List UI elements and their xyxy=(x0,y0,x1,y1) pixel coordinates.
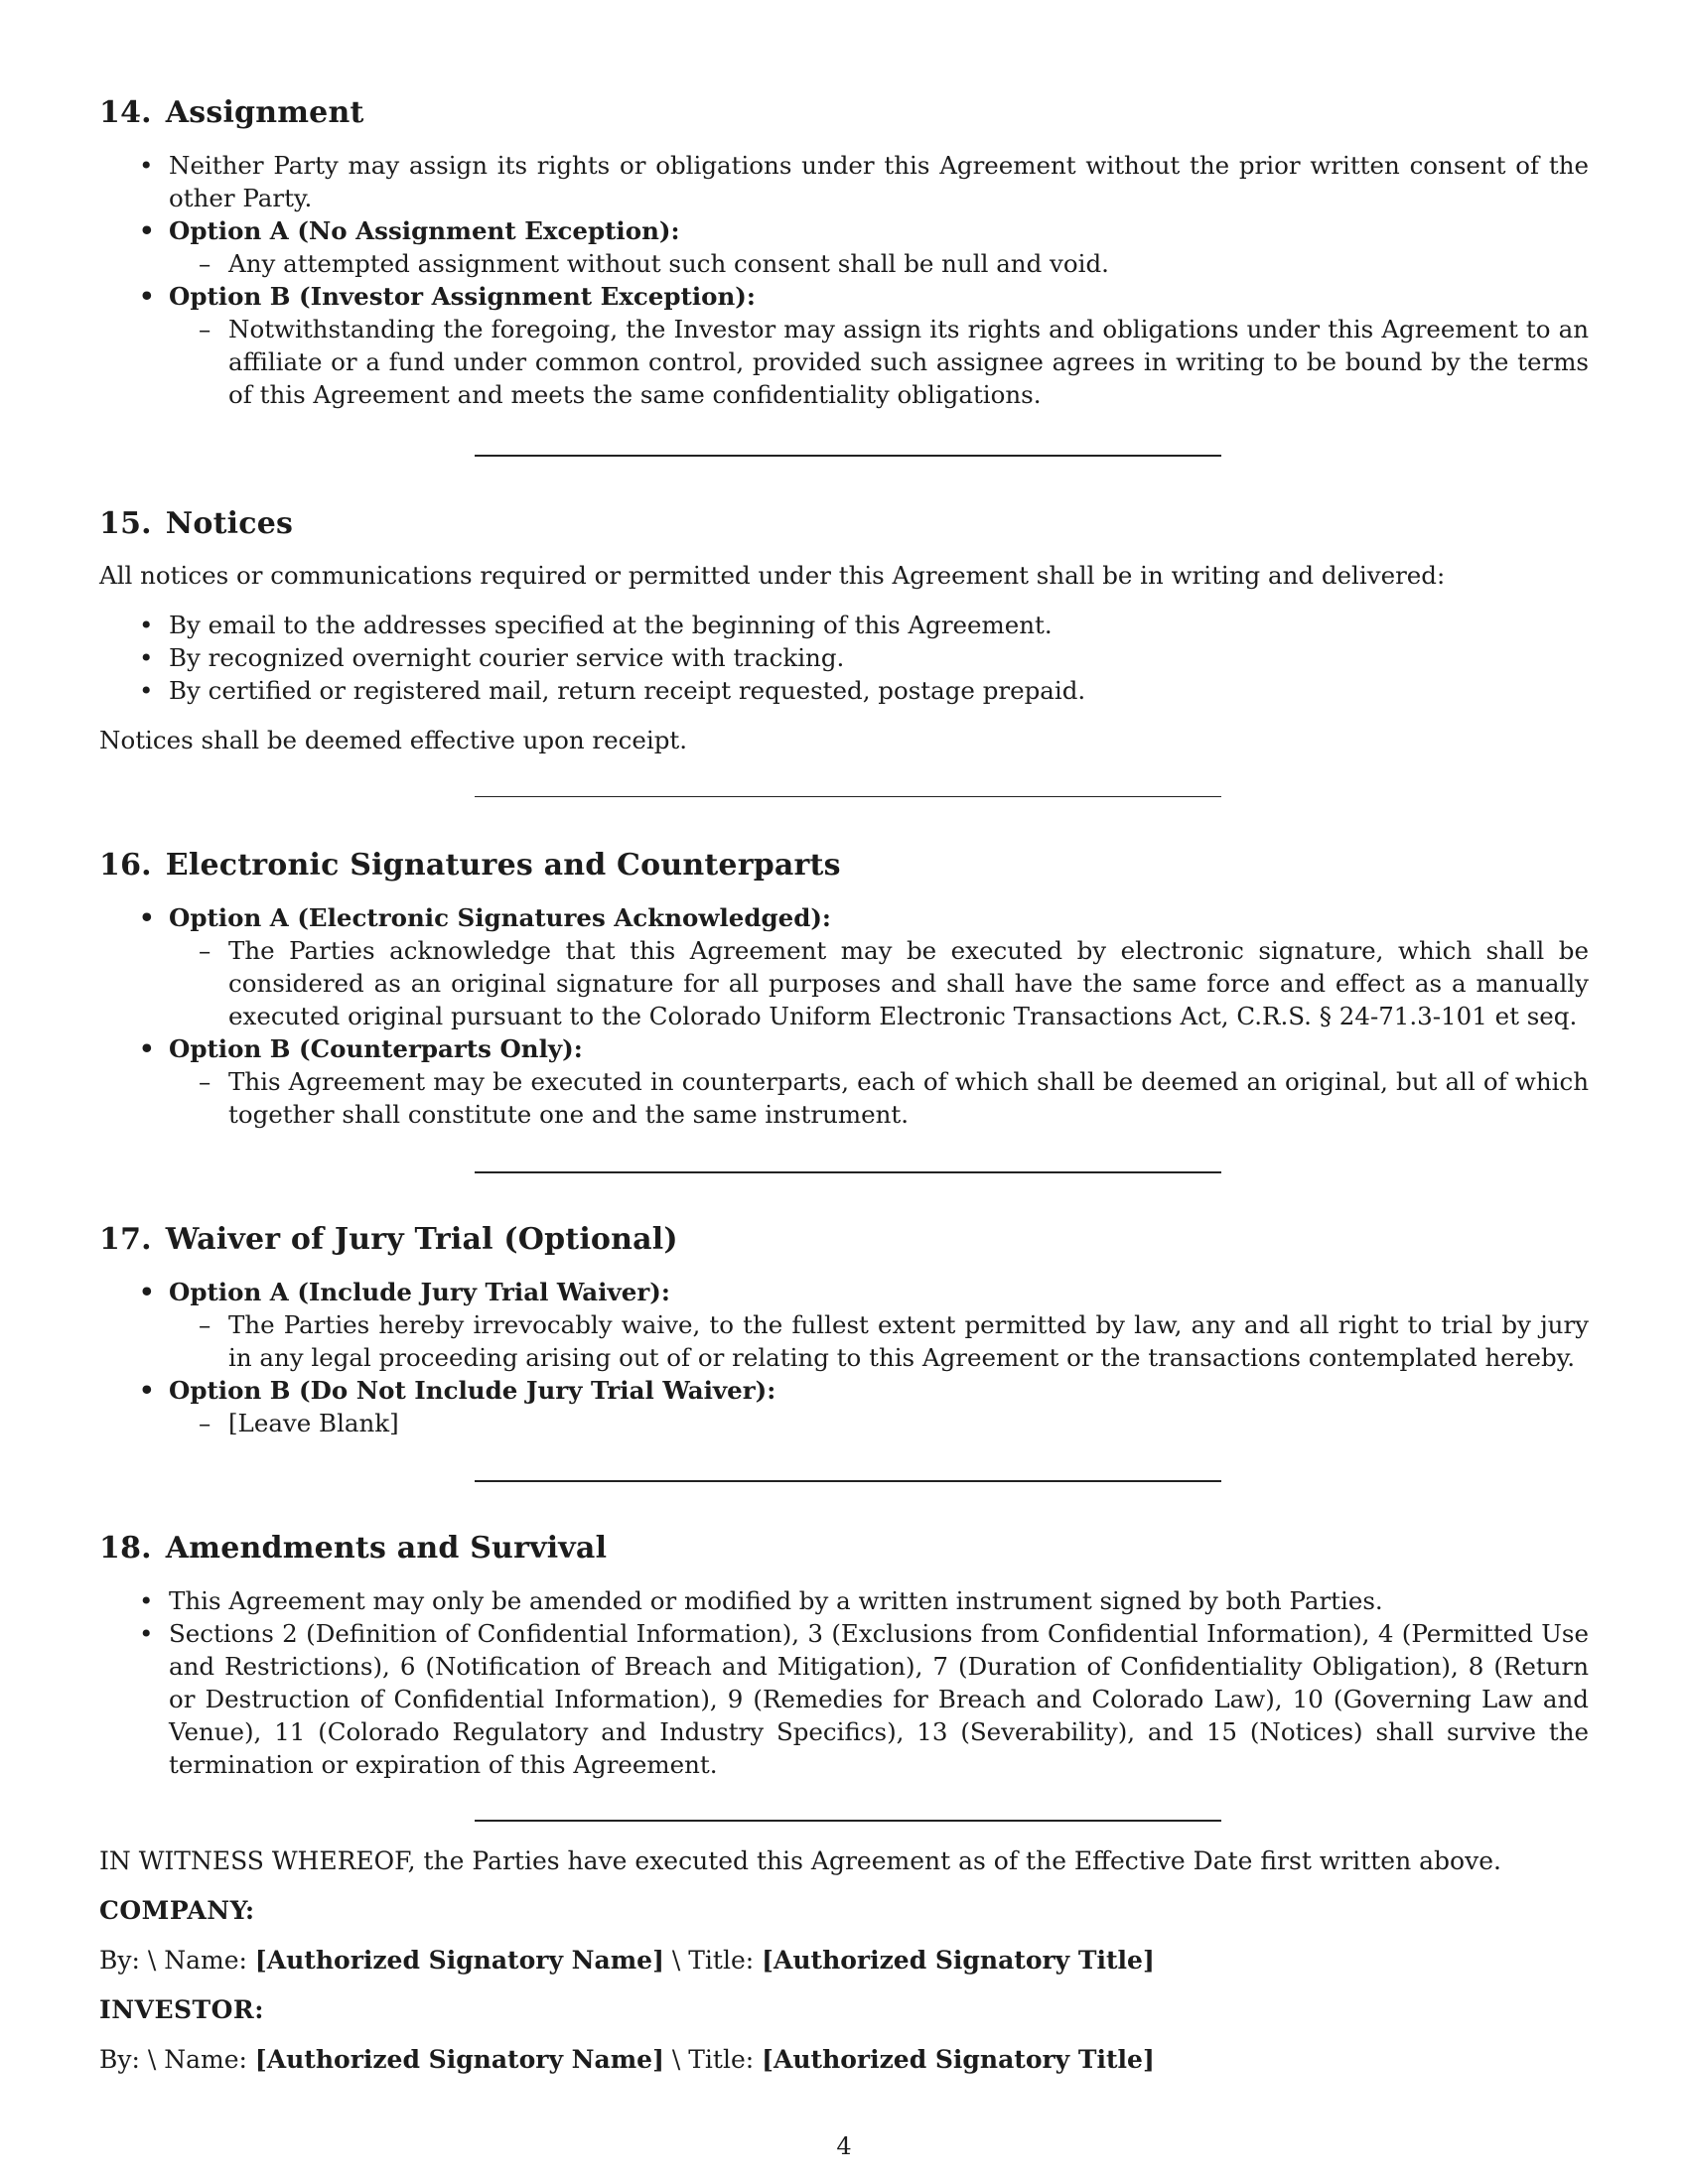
section-divider xyxy=(475,1480,1221,1482)
section-title: Waiver of Jury Trial (Optional) xyxy=(165,1222,678,1257)
option-a-container xyxy=(99,1308,1589,1374)
option-b-label: • Option B (Investor Assignment Exception): xyxy=(99,280,1589,313)
signatory-title-placeholder: [Authorized Signatory Title] xyxy=(762,2045,1155,2074)
investor-signature-line xyxy=(99,2043,1155,2076)
by-name-label: By: \ Name: xyxy=(99,2045,255,2074)
section-17 xyxy=(99,1222,1589,1439)
list-item: • By recognized overnight courier service with tracking. xyxy=(99,641,1589,674)
option-a-text: – Any attempted assignment without such consent shall be null and void. xyxy=(99,247,1589,280)
title-label: \ Title: xyxy=(663,2045,763,2074)
option-a-text: – The Parties hereby irrevocably waive, to the fullest extent permitted by law, any and all right to trial by jury in any legal proceeding arising out of or relating to this Agreement or the transactions contemplated hereby. xyxy=(99,1308,1589,1374)
by-name-label: By: \ Name: xyxy=(99,1946,255,1975)
section-number: 17. xyxy=(99,1222,152,1257)
list-item: • Neither Party may assign its rights or obligations under this Agreement without the prior written consent of the other Party. xyxy=(99,149,1589,214)
section-number: 16. xyxy=(99,848,152,883)
option-b-label: • Option B (Do Not Include Jury Trial Waiver): xyxy=(99,1374,1589,1407)
option-b-label: • Option B (Counterparts Only): xyxy=(99,1032,1589,1065)
document-page xyxy=(99,0,1589,2184)
bullet-list xyxy=(99,1276,1589,1439)
section-heading xyxy=(99,1222,1589,1258)
option-b-container xyxy=(99,1065,1589,1131)
section-number: 18. xyxy=(99,1531,152,1566)
sub-list xyxy=(99,1308,1589,1374)
notices-intro: All notices or communications required or permitted under this Agreement shall be in writing and delivered: xyxy=(99,561,1446,590)
witness-statement: IN WITNESS WHEREOF, the Parties have executed this Agreement as of the Effective Date first written above. xyxy=(99,1846,1501,1875)
section-15 xyxy=(99,506,1589,756)
title-label: \ Title: xyxy=(663,1946,763,1975)
company-signature-line xyxy=(99,1944,1155,1977)
investor-label: INVESTOR: xyxy=(99,1995,264,2024)
option-a-label: • Option A (Electronic Signatures Acknowledged): xyxy=(99,901,1589,934)
option-b-container xyxy=(99,1407,1589,1439)
section-16 xyxy=(99,848,1589,1131)
option-a-container xyxy=(99,247,1589,280)
bullet-list xyxy=(99,901,1589,1131)
section-divider xyxy=(475,455,1221,457)
signatory-name-placeholder: [Authorized Signatory Name] xyxy=(254,2045,664,2074)
section-heading xyxy=(99,1531,1589,1567)
section-divider xyxy=(475,1171,1221,1173)
option-a-label: • Option A (No Assignment Exception): xyxy=(99,214,1589,247)
section-number: 14. xyxy=(99,95,152,130)
option-b-text: – Notwithstanding the foregoing, the Investor may assign its rights and obligations under this Agreement to an affiliate or a fund under common control, provided such assignee agrees in writing to be bound by the terms of this Agreement and meets the same confidentiality obligations. xyxy=(99,313,1589,411)
page-number: 4 xyxy=(836,2132,852,2160)
notices-outro: Notices shall be deemed effective upon receipt. xyxy=(99,726,688,754)
section-14 xyxy=(99,95,1589,411)
bullet-list xyxy=(99,1584,1589,1781)
sub-list xyxy=(99,1407,1589,1439)
section-title: Assignment xyxy=(165,95,364,130)
signatory-title-placeholder: [Authorized Signatory Title] xyxy=(762,1946,1155,1975)
company-label: COMPANY: xyxy=(99,1896,255,1925)
list-item: • By email to the addresses specified at the beginning of this Agreement. xyxy=(99,609,1589,641)
option-b-text: – This Agreement may be executed in counterparts, each of which shall be deemed an original, but all of which together shall constitute one and the same instrument. xyxy=(99,1065,1589,1131)
section-divider xyxy=(475,1820,1221,1822)
section-heading xyxy=(99,95,1589,131)
sub-list xyxy=(99,313,1589,411)
sub-list xyxy=(99,934,1589,1032)
section-number: 15. xyxy=(99,506,152,541)
bullet-list xyxy=(99,609,1589,707)
option-a-label: • Option A (Include Jury Trial Waiver): xyxy=(99,1276,1589,1308)
signatory-name-placeholder: [Authorized Signatory Name] xyxy=(254,1946,664,1975)
section-title: Amendments and Survival xyxy=(165,1531,608,1566)
section-heading xyxy=(99,848,1589,884)
sub-list xyxy=(99,1065,1589,1131)
option-b-text: – [Leave Blank] xyxy=(99,1407,1589,1439)
list-item: • By certified or registered mail, return receipt requested, postage prepaid. xyxy=(99,674,1589,707)
list-item: • Sections 2 (Definition of Confidential Information), 3 (Exclusions from Confidential Information), 4 (Permitted Use and Restrictions), 6 (Notification of Breach and Mitigation), 7 (Duration of Confidentiality Obligation), 8 (Return or Destruction of Confidential Information), 9 (Remedies for Breach and Colorado Law), 10 (Governing Law and Venue), 11 (Colorado Regulatory and Industry Specifics), 13 (Severability), and 15 (Notices) shall survive the termination or expiration of this Agreement. xyxy=(99,1617,1589,1781)
option-a-container xyxy=(99,934,1589,1032)
section-title: Notices xyxy=(165,506,294,541)
section-divider xyxy=(475,796,1221,797)
section-heading xyxy=(99,506,1589,542)
section-title: Electronic Signatures and Counterparts xyxy=(165,848,841,883)
option-b-container xyxy=(99,313,1589,411)
section-18 xyxy=(99,1531,1589,1781)
bullet-list xyxy=(99,149,1589,411)
sub-list xyxy=(99,247,1589,280)
list-item: • This Agreement may only be amended or modified by a written instrument signed by both Parties. xyxy=(99,1584,1589,1617)
option-a-text: – The Parties acknowledge that this Agreement may be executed by electronic signature, which shall be considered as an original signature for all purposes and shall have the same force and effect as a manually executed original pursuant to the Colorado Uniform Electronic Transactions Act, C.R.S. § 24-71.3-101 et seq. xyxy=(99,934,1589,1032)
